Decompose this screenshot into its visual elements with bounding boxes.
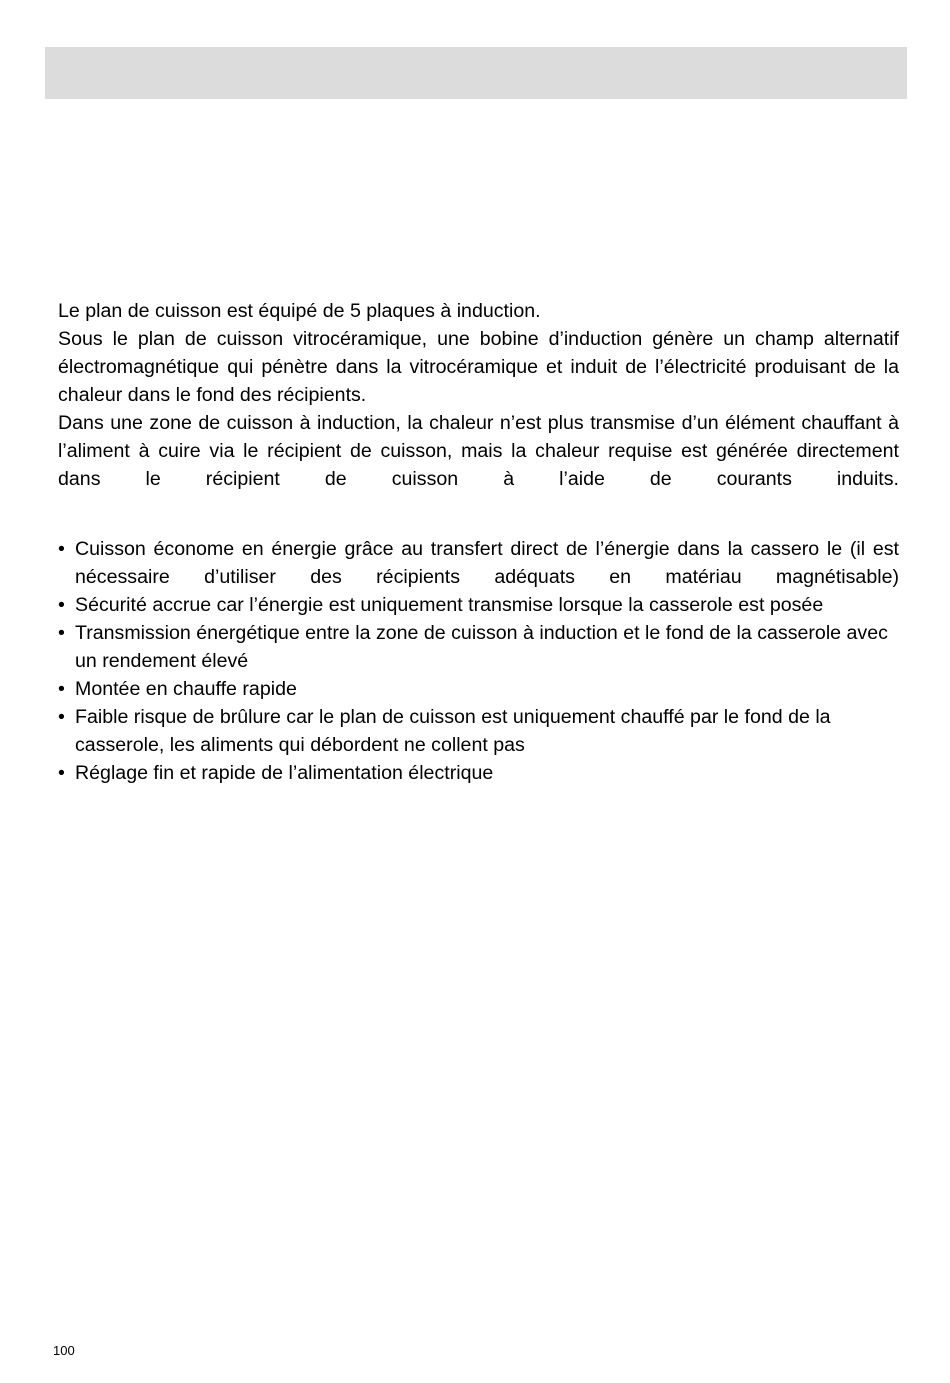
bullet-icon: • [58, 594, 65, 616]
bullet-icon: • [58, 622, 65, 644]
list-item [58, 535, 899, 591]
list-item-text: Transmission énergétique entre la zone de cuisson à induction et le fond de la casserole avec un rendement élevé [75, 622, 888, 672]
header-bar [45, 47, 907, 99]
section-spacer [58, 493, 899, 535]
list-item [58, 591, 899, 619]
list-item [58, 619, 899, 675]
bullet-icon: • [58, 538, 65, 560]
bullet-icon: • [58, 678, 65, 700]
bullet-icon: • [58, 762, 65, 784]
list-item-text: Sécurité accrue car l’énergie est uniquement transmise lorsque la casserole est posée [75, 594, 824, 616]
page-content [58, 297, 899, 787]
list-item [58, 703, 899, 759]
list-item-text: Montée en chauffe rapide [75, 678, 297, 700]
induction-zone-paragraph: Dans une zone de cuisson à induction, la chaleur n’est plus transmise d’un élément chauffant à l’aliment à cuire via le récipient de cuisson, mais la chaleur requise est générée directement dans le récipient de cuisson à l’aide de courants induits. [58, 412, 899, 490]
induction-explanation-paragraph: Sous le plan de cuisson vitrocéramique, une bobine d’induction génère un champ alternatif électromagnétique qui pénètre dans la vitrocéramique et induit de l’électricité produisant de la chaleur dans le fond des récipients. [58, 328, 899, 406]
list-item [58, 675, 899, 703]
list-item-text: Réglage fin et rapide de l’alimentation électrique [75, 762, 494, 784]
list-item [58, 759, 899, 787]
advantages-list [58, 535, 899, 787]
bullet-icon: • [58, 706, 65, 728]
list-item-text: Faible risque de brûlure car le plan de cuisson est uniquement chauffé par le fond de la casserole, les aliments qui débordent ne collent pas [75, 706, 831, 756]
intro-sentence: Le plan de cuisson est équipé de 5 plaques à induction. [58, 300, 541, 322]
page-number: 100 [53, 1343, 75, 1358]
list-item-text: Cuisson économe en énergie grâce au transfert direct de l’énergie dans la cassero le (il est nécessaire d’utiliser des récipients adéquats en matériau magnétisable) [75, 538, 899, 588]
